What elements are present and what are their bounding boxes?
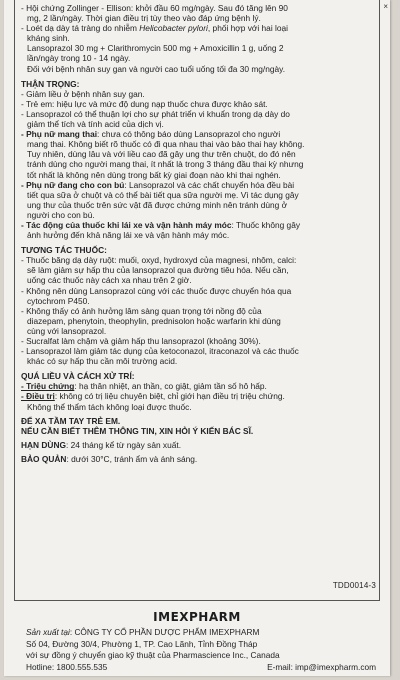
interactions-heading: TƯƠNG TÁC THUỐC: (21, 245, 107, 256)
pregnant-line: tốt nhất là không nên dùng trong bất kỳ giai đoạn nào khi thai nghén. (27, 169, 281, 180)
interaction-line: cytochrom P450. (27, 295, 90, 306)
treatment-line-2: Không thể thẩm tách không loại được thuốc. (27, 401, 192, 412)
precaution-line: giảm thể tích và tính acid của dịch vị. (27, 119, 164, 130)
interaction-line: - Không nên dùng Lansoprazol cùng với các thuốc được chuyển hóa qua (21, 285, 292, 296)
leaflet-content (21, 3, 377, 464)
breastfeeding-line: tiết qua sữa ở chuột và có thể bài tiết qua sữa người mẹ. Vì tác dụng gây (27, 189, 299, 200)
hotline: Hotline: 1800.555.535 (26, 661, 108, 672)
manufacturer-footer (26, 627, 376, 673)
interaction-line: - Không thấy có ảnh hưởng lâm sàng quan trọng tới nồng độ của (21, 305, 262, 316)
precaution-line: - Giảm liều ở bệnh nhân suy gan. (21, 88, 145, 99)
driving-line: ảnh hưởng đến khả năng lái xe và vận hành máy móc. (27, 230, 230, 241)
interaction-line: - Thuốc băng dạ dày ruột: muối, oxyd, hydroxyd của magnesi, nhôm, calci: (21, 255, 297, 266)
company-name: : CÔNG TY CỔ PHẦN DƯỢC PHẨM IMEXPHARM (69, 627, 260, 637)
interaction-line: uống các thuốc này cách xa nhau trên 2 giờ. (27, 275, 192, 286)
interaction-line: - Sucralfat làm chậm và giảm hấp thu lansoprazol (khoảng 30%). (21, 336, 261, 346)
pregnant-text: : chưa có thông báo dùng Lansoprazol cho người (97, 129, 281, 140)
contact-row (26, 662, 376, 674)
breastfeeding-line: người cho con bú. (27, 209, 95, 220)
precaution-line: - Trẻ em: hiệu lực và mức độ dung nạp thuốc chưa được khảo sát. (21, 98, 268, 109)
imexpharm-logo: IMEXPHARM (153, 610, 241, 624)
manufacturer-address: Số 04, Đường 30/4, Phường 1, TP. Cao Lãnh, Tỉnh Đồng Tháp (26, 638, 258, 649)
zollinger-line-2: mg, 2 lần/ngày. Thời gian điều trị tùy theo vào đáp ứng bệnh lý. (27, 13, 261, 24)
pregnant-line: Tuy nhiên, dùng lâu và với liều cao đã gây ung thư trên chuột, do đó nên (27, 149, 296, 160)
treatment-line (21, 391, 377, 401)
treatment-text: : không có trị liệu chuyên biệt, chỉ giới hạn điều trị triệu chứng. (54, 391, 285, 402)
hp-bacteria-name: Helicobacter pylori (139, 23, 208, 34)
treatment-label: - Điều trị (21, 391, 55, 402)
leaflet-sheet (4, 0, 390, 676)
interaction-line: diazepam, phenytoin, theophylin, prednisolon hoặc warfarin khi dùng (27, 315, 281, 326)
precautions-heading: THẬN TRỌNG: (21, 78, 80, 89)
hp-line-2: kháng sinh. (27, 33, 70, 44)
driving-line-1 (21, 220, 377, 230)
pregnant-line-1 (21, 129, 377, 139)
interaction-line: cùng với lansoprazol. (27, 325, 107, 336)
shelf-life-line (21, 440, 377, 450)
storage-line (21, 454, 377, 464)
storage-text: : dưới 30°C, tránh ẩm và ánh sáng. (66, 453, 198, 464)
driving-text: : Thuốc không gây (231, 219, 301, 230)
document-code: TDD0014-3 (332, 581, 376, 590)
hp-line-1 (21, 23, 377, 33)
corner-mark: × (383, 2, 388, 11)
hp-text-pre: - Loét dạ dày tá tràng do nhiễm (21, 23, 140, 34)
precaution-line: - Lansoprazol có thể thuận lợi cho sự phát triển vi khuẩn trong dạ dày do (21, 108, 290, 119)
breastfeeding-line: ung thư của thuốc trên sức vật đã được chứng minh nên tránh dùng ở (27, 199, 288, 210)
breastfeeding-label: - Phụ nữ đang cho con bú (21, 179, 125, 190)
overdose-heading: QUÁ LIỀU VÀ CÁCH XỬ TRÍ: (21, 371, 135, 382)
elderly-line: Đối với bệnh nhân suy gan và người cao tuổi uống tối đa 30 mg/ngày. (27, 63, 286, 74)
keep-away-warning: ĐỂ XA TẦM TAY TRẺ EM. (21, 415, 121, 426)
breastfeeding-line-1 (21, 180, 377, 190)
storage-label: BẢO QUẢN (21, 453, 67, 464)
breastfeeding-text: : Lansoprazol và các chất chuyển hóa đều bài (124, 179, 295, 190)
manufacturer-license: với sự đồng ý chuyển giao kỹ thuật của Pharmascience Inc., Canada (26, 650, 280, 660)
symptom-label: - Triệu chứng (21, 381, 75, 392)
manufacturer-company-line (26, 627, 376, 639)
email: E-mail: imp@imexpharm.com (267, 661, 376, 672)
pregnant-line: tránh dùng cho người mang thai, ít nhất là trong 3 tháng đầu thai kỳ nhưng (27, 159, 304, 170)
regimen-line-2: lần/ngày trong 10 - 14 ngày. (27, 53, 131, 64)
interaction-line: - Lansoprazol làm giảm tác dụng của ketoconazol, itraconazol và các thuốc (21, 346, 299, 357)
driving-label: - Tác động của thuốc khi lái xe và vận hành máy móc (21, 219, 232, 230)
shelf-life-text: : 24 tháng kể từ ngày sản xuất. (65, 439, 182, 450)
shelf-life-label: HẠN DÙNG (21, 439, 66, 450)
interaction-line: khác có sự hấp thu cần môi trường acid. (27, 356, 178, 367)
produced-by-label: Sản xuất tại (26, 627, 70, 637)
pregnant-line: mang thai. Không biết rõ thuốc có đi qua nhau thai vào bào thai hay không. (27, 139, 305, 150)
manufacturer-logo-wrap (4, 608, 390, 626)
interaction-line: sẽ làm giảm sự hấp thu của lansoprazol qua đường tiêu hóa. Nếu cần, (27, 265, 289, 276)
pregnant-label: - Phụ nữ mang thai (21, 129, 98, 140)
symptom-line (21, 381, 377, 391)
zollinger-line-1: - Hội chứng Zollinger - Ellison: khởi đầu 60 mg/ngày. Sau đó tăng lên 90 (21, 3, 288, 13)
ask-doctor-warning: NẾU CẦN BIẾT THÊM THÔNG TIN, XIN HỎI Ý KIẾN BÁC SĨ. (21, 425, 254, 436)
regimen-line-1: Lansoprazol 30 mg + Clarithromycin 500 mg + Amoxicillin 1 g, uống 2 (27, 43, 284, 54)
hp-text-post: , phối hợp với hai loại (207, 23, 288, 34)
symptom-text: : hạ thân nhiệt, an thần, co giật, giảm tần số hô hấp. (74, 381, 267, 392)
